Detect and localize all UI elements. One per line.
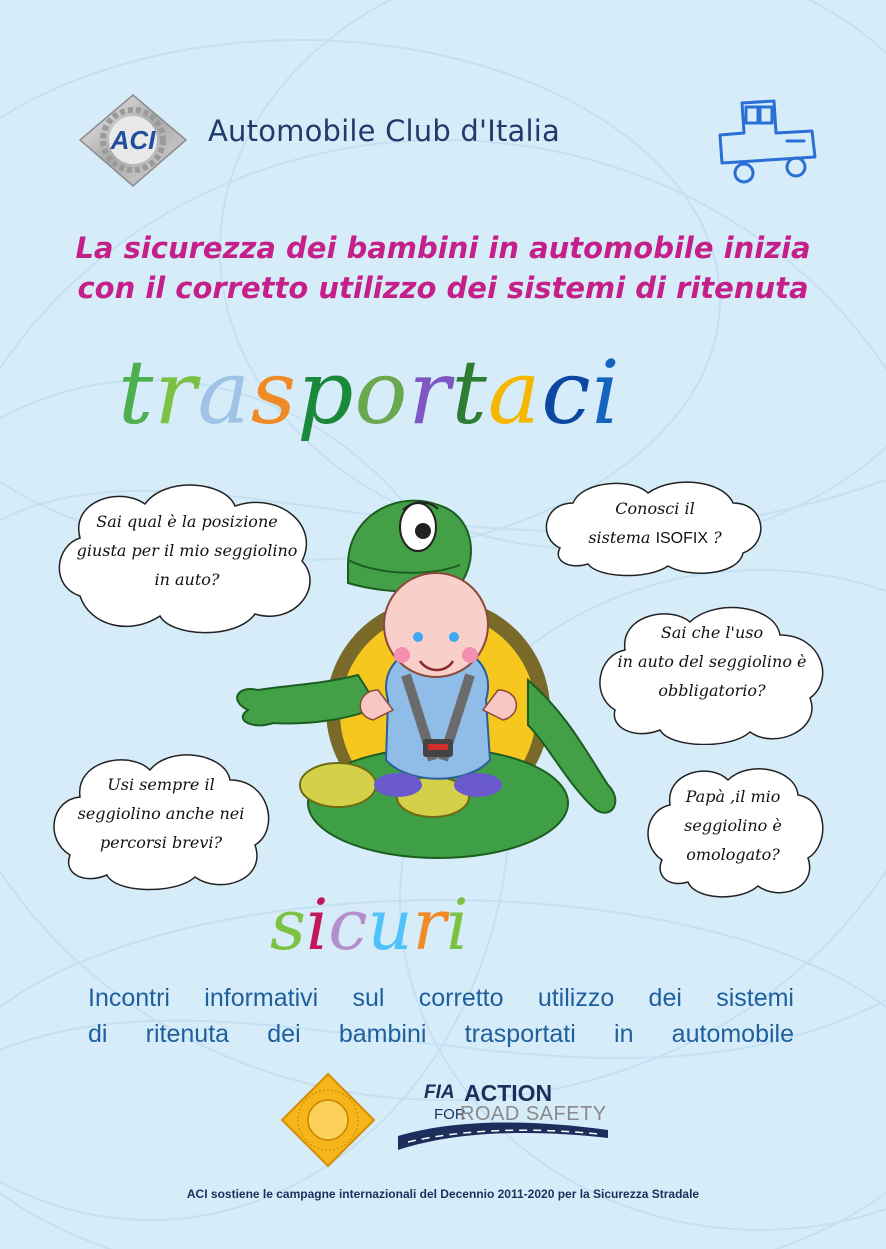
subtitle-letter: i <box>305 884 329 966</box>
event-description <box>88 980 794 1052</box>
title-letter: p <box>297 341 355 444</box>
subtitle-letter: s <box>270 884 306 966</box>
title-letter: t <box>451 341 488 444</box>
campaign-title <box>118 338 768 448</box>
headline-line-1: La sicurezza dei bambini in automobile inizia <box>75 231 811 265</box>
aci-logo <box>78 93 188 188</box>
subtitle-letter: i <box>446 884 469 966</box>
title-letter: a <box>487 341 542 444</box>
subtitle-letter: c <box>328 884 368 966</box>
headline-line-2: con il corretto utilizzo dei sistemi di ritenuta <box>77 271 809 305</box>
bubble-isofix: Conosci il sistema ISOFIX ? <box>588 499 722 547</box>
fia-action-road-safety-logo <box>398 1078 608 1150</box>
title-letter: t <box>118 341 155 444</box>
turtle-mascot-illustration <box>228 485 638 870</box>
headline <box>40 228 846 308</box>
car-doodle-icon <box>712 95 822 190</box>
title-letter: c <box>541 341 592 444</box>
fia-badge-text: FIA <box>424 1082 455 1103</box>
description-line-1: Incontri informativi sul corretto utilizzo dei sistemi <box>88 984 794 1012</box>
title-letter: a <box>197 341 251 444</box>
fia-road-safety-text: ROAD SAFETY <box>460 1103 607 1125</box>
aci-logo-text: ACI <box>110 125 156 155</box>
bubble-obbligatorio: Sai che l'uso in auto del seggiolino è obbligatorio? <box>617 623 807 700</box>
bubble-percorsi: Usi sempre il seggiolino anche nei percorsi brevi? <box>77 775 245 852</box>
footer-note: ACI sostiene le campagne internazionali del Decennio 2011-2020 per la Sicurezza Stradale <box>186 1187 700 1201</box>
subtitle-letter: r <box>412 884 447 966</box>
title-letter: r <box>154 341 198 444</box>
org-name: Automobile Club d'Italia <box>208 114 560 148</box>
title-letter: r <box>408 341 452 444</box>
description-line-2: di ritenuta dei bambini trasportati in automobile <box>88 1020 794 1048</box>
fia-for-text: FOR <box>434 1106 466 1123</box>
bubble-omologato: Papà ,il mio seggiolino è omologato? <box>684 787 782 864</box>
title-letter: s <box>250 341 298 444</box>
bubble-posizione: Sai qual è la posizione giusta per il mio seggiolino in auto? <box>76 512 298 589</box>
subtitle-letter: u <box>367 884 413 966</box>
fia-action-text: ACTION <box>464 1080 553 1106</box>
campaign-subtitle <box>270 885 600 965</box>
title-letter: o <box>354 341 409 444</box>
decade-of-action-logo <box>280 1072 376 1168</box>
title-letter: i <box>591 341 621 444</box>
